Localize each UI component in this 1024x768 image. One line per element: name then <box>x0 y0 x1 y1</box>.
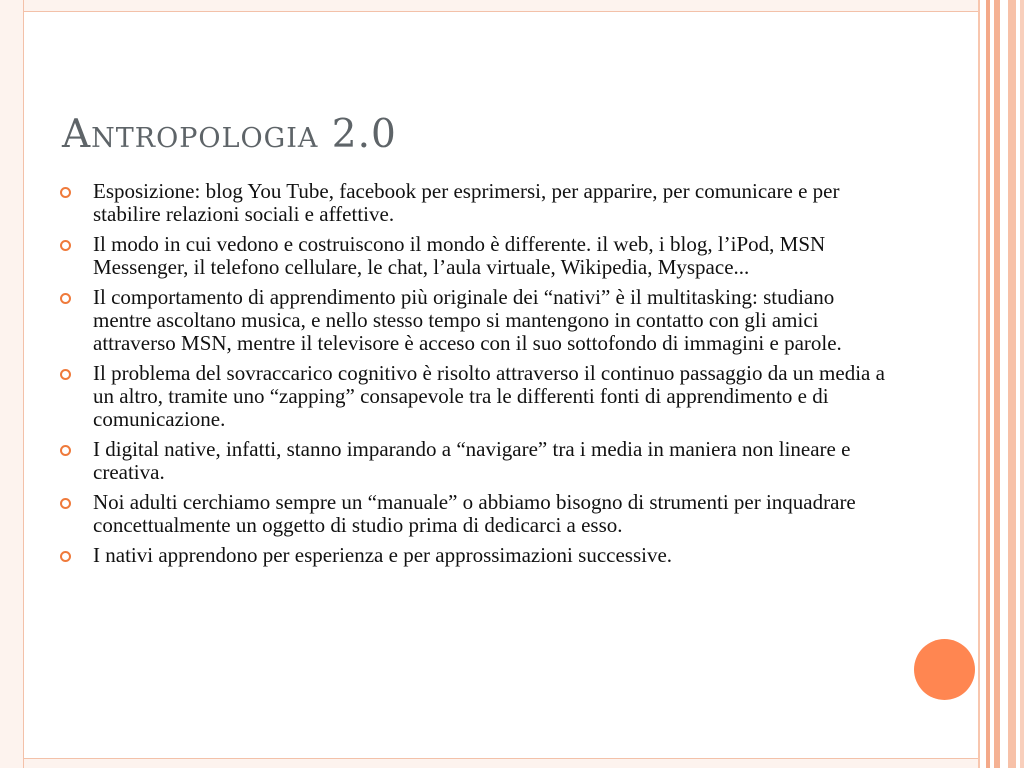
bullet-text: Il problema del sovraccarico cognitivo è risolto attraverso il continuo passaggio da un media a un altro, tramite uno “zapping” consapevole tra le differenti fonti di apprendimento e di comunicazione. <box>93 361 885 431</box>
bullet-circle-icon <box>60 445 71 456</box>
top-frame-border <box>24 0 978 12</box>
bullet-circle-icon <box>60 551 71 562</box>
bullet-item <box>58 233 888 279</box>
bullet-item <box>58 491 888 537</box>
decorative-stripe <box>1020 0 1024 768</box>
bullet-text: I nativi apprendono per esperienza e per approssimazioni successive. <box>93 543 673 567</box>
bullet-circle-icon <box>60 187 71 198</box>
bottom-frame-border <box>24 758 978 768</box>
bullet-text: Il modo in cui vedono e costruiscono il mondo è differente. il web, i blog, l’iPod, MSN Messenger, il telefono cellulare, le chat, l’aula virtuale, Wikipedia, Myspace... <box>93 232 826 279</box>
bullet-item <box>58 180 888 226</box>
bullet-item <box>58 438 888 484</box>
accent-circle-icon <box>914 639 975 700</box>
decorative-stripe <box>986 0 990 768</box>
bullet-item <box>58 544 888 567</box>
decorative-stripe <box>978 0 980 768</box>
slide-title: Antropologia 2.0 <box>62 112 397 157</box>
bullet-circle-icon <box>60 369 71 380</box>
decorative-stripe <box>1008 0 1016 768</box>
bullet-circle-icon <box>60 240 71 251</box>
bullet-text: Il comportamento di apprendimento più originale dei “nativi” è il multitasking: studiano mentre ascoltano musica, e nello stesso tempo si mantengono in contatto con gli amici attraverso MSN, mentre il televisore è acceso con il suo sottofondo di immagini e parole. <box>93 285 842 355</box>
bullet-item <box>58 286 888 355</box>
right-decorative-stripes <box>978 0 1024 768</box>
bullet-list <box>58 180 888 574</box>
bullet-text: I digital native, infatti, stanno imparando a “navigare” tra i media in maniera non lineare e creativa. <box>93 437 851 484</box>
bullet-text: Esposizione: blog You Tube, facebook per esprimersi, per apparire, per comunicare e per stabilire relazioni sociali e affettive. <box>93 179 840 226</box>
bullet-text: Noi adulti cerchiamo sempre un “manuale” o abbiamo bisogno di strumenti per inquadrare concettualmente un oggetto di studio prima di dedicarci a esso. <box>93 490 856 537</box>
left-frame-border <box>0 0 24 768</box>
bullet-circle-icon <box>60 498 71 509</box>
decorative-stripe <box>994 0 1000 768</box>
bullet-item <box>58 362 888 431</box>
bullet-circle-icon <box>60 293 71 304</box>
